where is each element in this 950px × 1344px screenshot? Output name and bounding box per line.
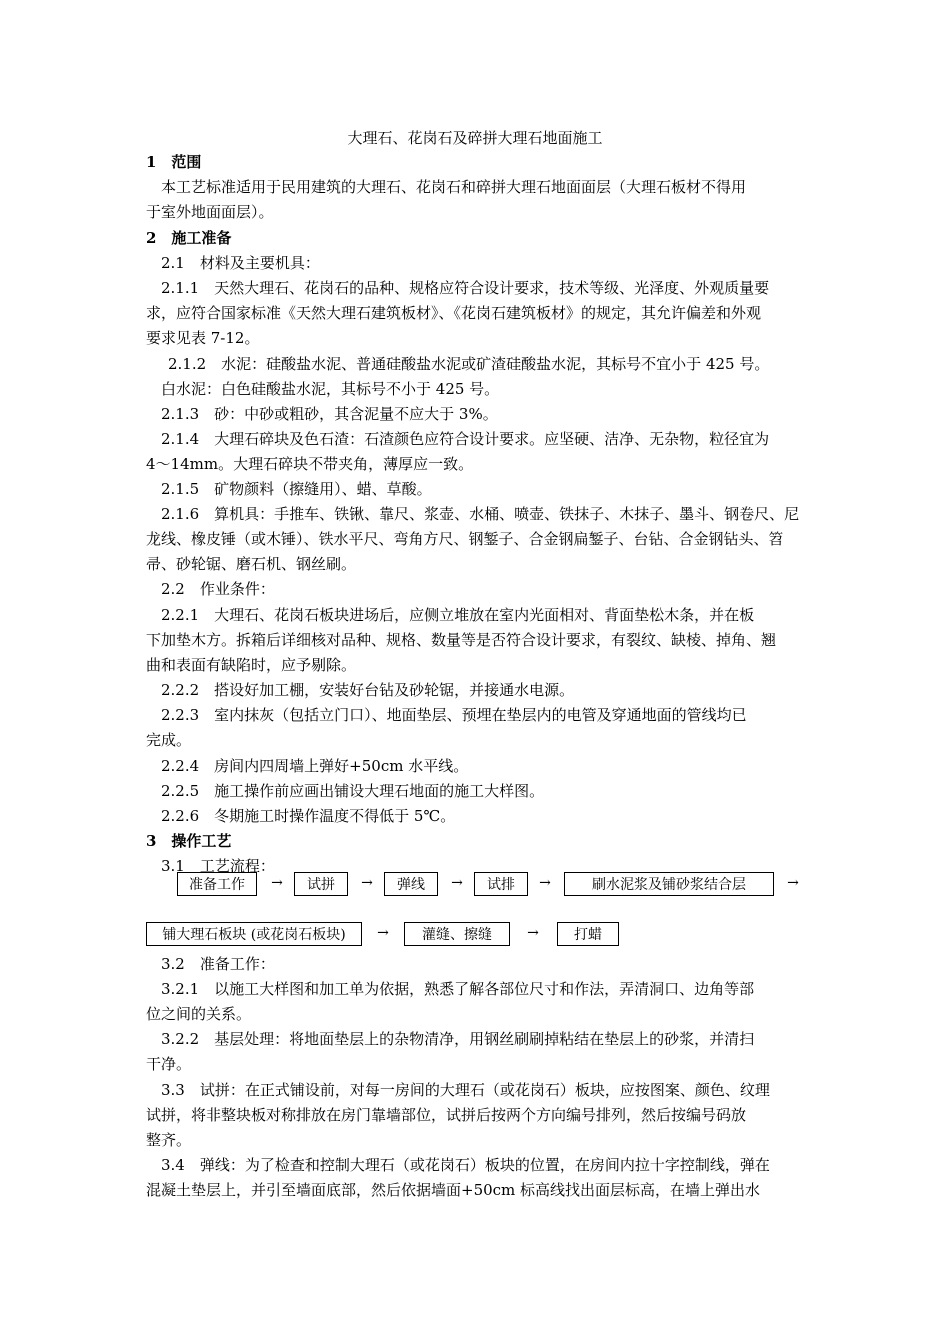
paragraph-line: 3.2 准备工作： [161, 955, 275, 973]
flow-arrow: → [451, 875, 463, 891]
flow-arrow: → [271, 875, 283, 891]
paragraph-line: 整齐。 [146, 1131, 192, 1149]
flow-arrow: → [539, 875, 551, 891]
flow-step-prepare: 准备工作 [177, 872, 257, 896]
section-1-heading: 1 范围 [146, 153, 202, 171]
paragraph-line: 龙线、橡皮锤（或木锤）、铁水平尺、弯角方尺、钢錾子、合金钢扁錾子、台钻、合金钢钻头、笤 [146, 530, 784, 548]
paragraph-line: 本工艺标准适用于民用建筑的大理石、花岗石和碎拼大理石地面面层（大理石板材不得用 [146, 178, 747, 196]
paragraph-line: 帚、砂轮锯、磨石机、钢丝刷。 [146, 555, 357, 573]
paragraph-line: 2.2.2 搭设好加工棚，安装好台钻及砂轮锯，并接通水电源。 [161, 681, 575, 699]
paragraph-line: 求，应符合国家标准《天然大理石建筑板材》、《花岗石建筑板材》的规定，其允许偏差和外观 [146, 304, 762, 322]
flow-step-grout: 灌缝、擦缝 [404, 922, 510, 946]
paragraph-line: 2.2.5 施工操作前应画出铺设大理石地面的施工大样图。 [161, 782, 545, 800]
paragraph-line: 4～14mm。大理石碎块不带夹角，薄厚应一致。 [146, 455, 474, 473]
flow-step-trial-layout: 试排 [474, 872, 528, 896]
flow-arrow: → [377, 925, 389, 941]
section-3-heading: 3 操作工艺 [146, 832, 232, 850]
section-2-heading: 2 施工准备 [146, 229, 232, 247]
paragraph-line: 白水泥：白色硅酸盐水泥，其标号不小于 425 号。 [161, 380, 500, 398]
paragraph-line: 2.1.3 砂：中砂或粗砂，其含泥量不应大于 3%。 [161, 405, 498, 423]
paragraph-line: 2.1.2 水泥：硅酸盐水泥、普通硅酸盐水泥或矿渣硅酸盐水泥，其标号不宜小于 425 号。 [168, 355, 770, 373]
paragraph-line: 曲和表面有缺陷时，应予剔除。 [146, 656, 357, 674]
paragraph-line: 2.2.4 房间内四周墙上弹好+50cm 水平线。 [161, 757, 469, 775]
flow-arrow: → [787, 875, 799, 891]
paragraph-line: 2.2 作业条件： [161, 580, 275, 598]
paragraph-line: 位之间的关系。 [146, 1005, 252, 1023]
paragraph-line: 2.1.5 矿物颜料（擦缝用）、蜡、草酸。 [161, 480, 432, 498]
paragraph-line: 3.2.2 基层处理：将地面垫层上的杂物清净，用钢丝刷刷掉粘结在垫层上的砂浆，并清扫 [161, 1030, 755, 1048]
paragraph-line: 2.2.6 冬期施工时操作温度不得低于 5℃。 [161, 807, 456, 825]
paragraph-line: 2.1.1 天然大理石、花岗石的品种、规格应符合设计要求，技术等级、光泽度、外观质量要 [161, 279, 770, 297]
paragraph-line: 3.1 工艺流程： [161, 857, 275, 875]
paragraph-line: 2.2.1 大理石、花岗石板块进场后，应侧立堆放在室内光面相对、背面垫松木条，并在板 [161, 606, 755, 624]
paragraph-line: 3.3 试拼：在正式铺设前，对每一房间的大理石（或花岗石）板块，应按图案、颜色、纹理 [161, 1081, 770, 1099]
document-title: 大理石、花岗石及碎拼大理石地面施工 [347, 129, 603, 147]
paragraph-line: 2.1 材料及主要机具： [161, 254, 320, 272]
paragraph-line: 完成。 [146, 731, 192, 749]
flow-arrow: → [527, 925, 539, 941]
flow-step-trial-fit: 试拼 [294, 872, 348, 896]
paragraph-line: 3.2.1 以施工大样图和加工单为依据，熟悉了解各部位尺寸和作法，弄清洞口、边角等部 [161, 980, 755, 998]
paragraph-line: 混凝土垫层上，并引至墙面底部，然后依据墙面+50cm 标高线找出面层标高，在墙上弹出水 [146, 1181, 761, 1199]
flow-step-wax: 打蜡 [557, 922, 619, 946]
paragraph-line: 3.4 弹线：为了检查和控制大理石（或花岗石）板块的位置，在房间内拉十字控制线，弹在 [161, 1156, 770, 1174]
paragraph-line: 试拼，将非整块板对称排放在房门靠墙部位，试拼后按两个方向编号排列，然后按编号码放 [146, 1106, 747, 1124]
flow-arrow: → [361, 875, 373, 891]
flow-step-lay-slabs: 铺大理石板块 (或花岗石板块) [146, 922, 362, 946]
paragraph-line: 要求见表 7-12。 [146, 329, 260, 347]
paragraph-line: 2.1.6 算机具：手推车、铁锹、靠尺、浆壶、水桶、喷壶、铁抹子、木抹子、墨斗、钢卷尺、尼 [161, 505, 800, 523]
paragraph-line: 2.1.4 大理石碎块及色石渣：石渣颜色应符合设计要求。应坚硬、洁净、无杂物，粒径宜为 [161, 430, 770, 448]
flow-step-snap-line: 弹线 [384, 872, 438, 896]
paragraph-line: 2.2.3 室内抹灰（包括立门口）、地面垫层、预埋在垫层内的电管及穿通地面的管线均已 [161, 706, 747, 724]
paragraph-line: 于室外地面面层）。 [146, 203, 274, 221]
paragraph-line: 干净。 [146, 1055, 192, 1073]
flow-step-mortar-bed: 刷水泥浆及铺砂浆结合层 [564, 872, 774, 896]
paragraph-line: 下加垫木方。拆箱后详细核对品种、规格、数量等是否符合设计要求，有裂纹、缺棱、掉角、翘 [146, 631, 777, 649]
